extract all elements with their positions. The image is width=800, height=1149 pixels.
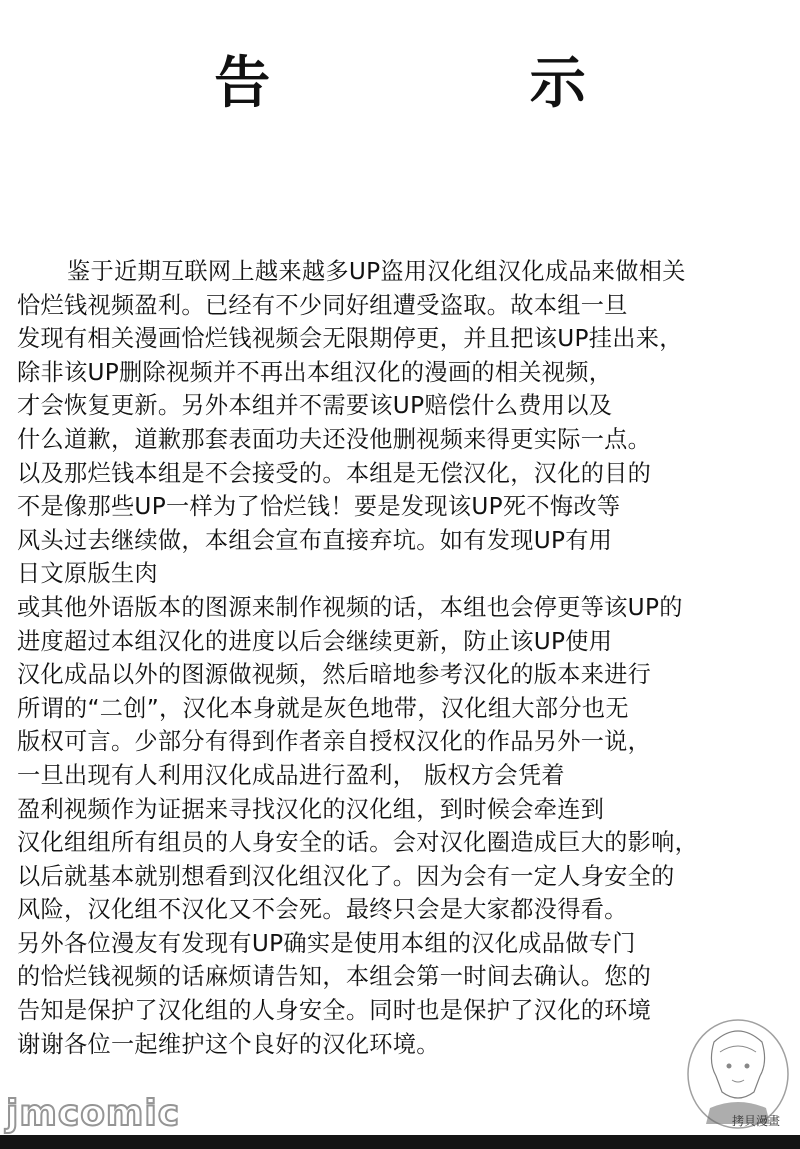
notice-body	[17, 255, 797, 1061]
notice-line: 发现有相关漫画恰烂钱视频会无限期停更，并且把该UP挂出来，	[17, 325, 683, 353]
notice-line: 风险，汉化组不汉化又不会死。最终只会是大家都没得看。	[17, 896, 628, 924]
jmcomic-watermark: jmcomic	[6, 1093, 181, 1134]
notice-line: 风头过去继续做，本组会宣布直接弃坑。如有发现UP有用	[17, 526, 613, 554]
notice-line: 另外各位漫友有发现有UP确实是使用本组的汉化成品做专门	[17, 929, 636, 957]
bottom-bar	[0, 1135, 800, 1149]
notice-line: 日文原版生肉	[17, 560, 158, 588]
notice-line: 一旦出现有人利用汉化成品进行盈利， 版权方会凭着	[17, 761, 565, 789]
notice-line: 汉化组组所有组员的人身安全的话。会对汉化圈造成巨大的影响，	[17, 829, 699, 857]
notice-line: 恰烂钱视频盈利。已经有不少同好组遭受盗取。故本组一旦	[17, 291, 628, 319]
notice-line: 汉化成品以外的图源做视频，然后暗地参考汉化的版本来进行	[17, 661, 652, 689]
notice-line: 的恰烂钱视频的话麻烦请告知，本组会第一时间去确认。您的	[17, 963, 652, 991]
notice-line: 才会恢复更新。另外本组并不需要该UP赔偿什么费用以及	[17, 392, 613, 420]
notice-line: 或其他外语版本的图源来制作视频的话，本组也会停更等该UP的	[17, 593, 683, 621]
notice-line: 什么道歉，道歉那套表面功夫还没他删视频来得更实际一点。	[17, 425, 652, 453]
notice-line: 鉴于近期互联网上越来越多UP盗用汉化组汉化成品来做相关	[67, 258, 686, 285]
notice-line: 版权可言。少部分有得到作者亲自授权汉化的作品另外一说，	[17, 728, 652, 756]
notice-title: 告 示	[214, 51, 706, 116]
notice-line: 以后就基本就别想看到汉化组汉化了。因为会有一定人身安全的	[17, 862, 675, 890]
notice-line: 进度超过本组汉化的进度以后会继续更新，防止该UP使用	[17, 627, 613, 655]
notice-line: 盈利视频作为证据来寻找汉化的汉化组，到时候会牵连到	[17, 795, 605, 823]
notice-line: 以及那烂钱本组是不会接受的。本组是无偿汉化，汉化的目的	[17, 459, 652, 487]
stamp-caption: 拷貝漫畫	[732, 1114, 781, 1128]
notice-line: 不是像那些UP一样为了恰烂钱！要是发现该UP死不悔改等	[17, 493, 621, 521]
notice-line: 告知是保护了汉化组的人身安全。同时也是保护了汉化的环境	[17, 997, 652, 1025]
notice-line: 所谓的“二创”，汉化本身就是灰色地带，汉化组大部分也无	[17, 694, 629, 722]
notice-line: 谢谢各位一起维护这个良好的汉化环境。	[17, 1030, 440, 1058]
notice-line: 除非该UP删除视频并不再出本组汉化的漫画的相关视频，	[17, 358, 613, 386]
